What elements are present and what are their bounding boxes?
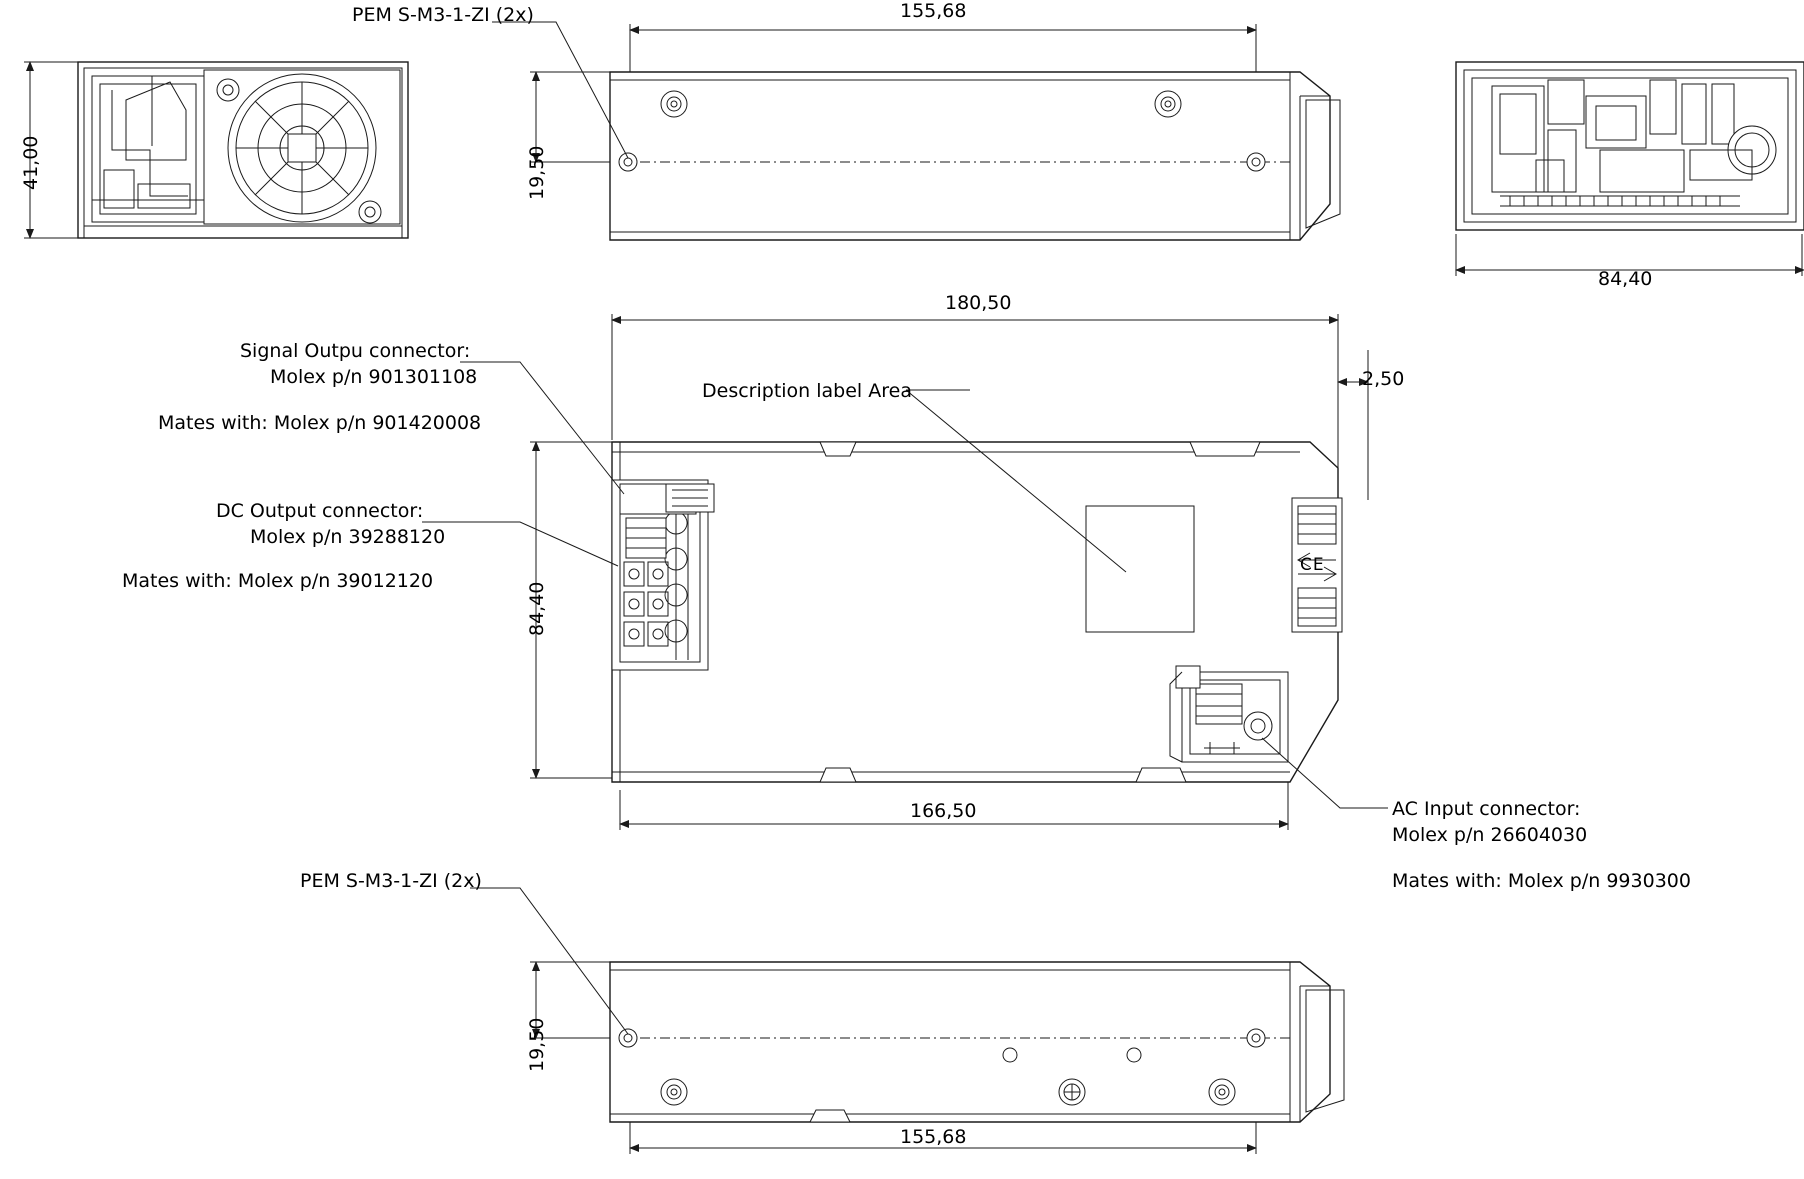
annotation-ac-input-line2: Molex p/n 26604030 bbox=[1392, 824, 1588, 846]
annotation-ac-input-line1: AC Input connector: bbox=[1392, 798, 1581, 820]
ce-mark: CE bbox=[1300, 555, 1325, 575]
annotation-label-area: Description label Area bbox=[702, 380, 912, 402]
view-side-elevation-top bbox=[492, 22, 1340, 240]
view-side-elevation-bottom bbox=[470, 888, 1344, 1154]
annotation-signal-output-mates: Mates with: Molex p/n 901420008 bbox=[158, 412, 482, 434]
annotation-dc-output-line1: DC Output connector: bbox=[216, 500, 424, 522]
dim-top-tab: 2,50 bbox=[1362, 368, 1405, 390]
dim-top-inner-length: 166,50 bbox=[910, 800, 977, 822]
dim-side-length-top: 155,68 bbox=[900, 0, 967, 22]
view-fan-end bbox=[24, 62, 408, 238]
annotation-pem-bottom: PEM S-M3-1-ZI (2x) bbox=[300, 870, 482, 892]
dim-bottom-length: 155,68 bbox=[900, 1126, 967, 1148]
dim-bottom-hole-offset: 19,50 bbox=[526, 1017, 548, 1072]
view-connector-end bbox=[1456, 62, 1804, 276]
annotation-dc-output-line2: Molex p/n 39288120 bbox=[250, 526, 446, 548]
annotation-pem-top: PEM S-M3-1-ZI (2x) bbox=[352, 4, 534, 26]
annotation-dc-output-mates: Mates with: Molex p/n 39012120 bbox=[122, 570, 434, 592]
annotation-signal-output-line1: Signal Outpu connector: bbox=[240, 340, 471, 362]
dim-left-view-height: 41,00 bbox=[20, 135, 42, 190]
dim-side-hole-offset-top: 19,50 bbox=[526, 145, 548, 200]
dim-top-width: 84,40 bbox=[526, 581, 548, 636]
annotation-ac-input-mates: Mates with: Molex p/n 9930300 bbox=[1392, 870, 1691, 892]
dim-right-view-width: 84,40 bbox=[1598, 268, 1653, 290]
dim-top-length: 180,50 bbox=[945, 292, 1012, 314]
annotation-signal-output-line2: Molex p/n 901301108 bbox=[270, 366, 478, 388]
